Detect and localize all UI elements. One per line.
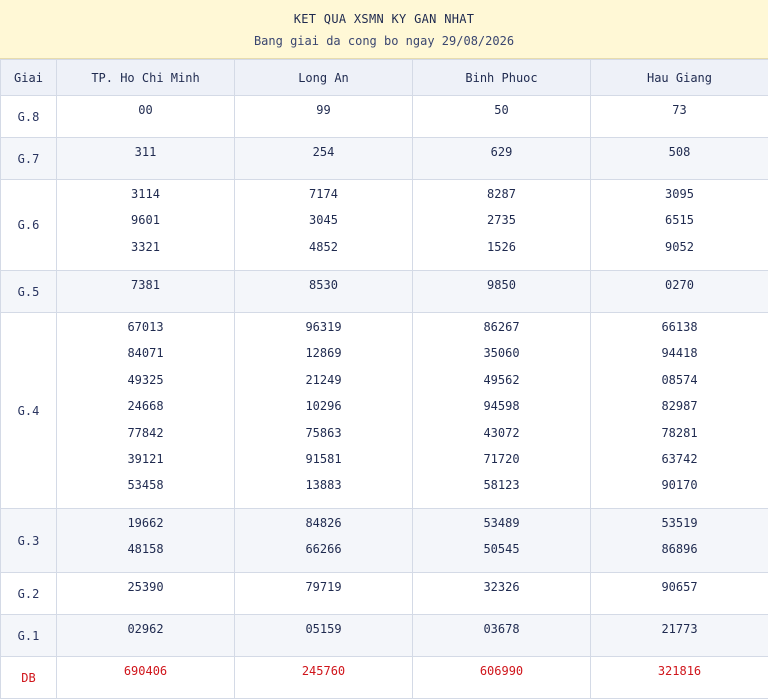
prize-number: 35060 [483, 347, 519, 373]
prize-number: 86267 [483, 321, 519, 347]
prize-cell [413, 657, 591, 699]
prize-cell [591, 96, 768, 138]
page-subtitle: Bang giai da cong bo ngay 29/08/2026 [0, 34, 768, 48]
prize-cell [591, 573, 768, 615]
prize-number: 84071 [127, 347, 163, 373]
prize-number: 6515 [665, 214, 694, 240]
prize-number: 1526 [487, 241, 516, 267]
prize-number: 3321 [131, 241, 160, 267]
prize-number: 25390 [127, 581, 163, 607]
prize-number: 311 [135, 146, 157, 172]
prize-number: 94418 [661, 347, 697, 373]
prize-number: 96319 [305, 321, 341, 347]
prize-number: 73 [672, 104, 686, 130]
prize-row [1, 271, 768, 313]
prize-number: 58123 [483, 479, 519, 505]
prize-label: G.7 [1, 138, 57, 180]
prize-cell [235, 313, 413, 509]
prize-row [1, 509, 768, 573]
prize-cell [235, 271, 413, 313]
prize-cell [235, 509, 413, 573]
prize-label: G.4 [1, 313, 57, 509]
prize-number: 71720 [483, 453, 519, 479]
prize-number: 91581 [305, 453, 341, 479]
prize-row [1, 180, 768, 271]
prize-number: 50 [494, 104, 508, 130]
results-header [0, 0, 768, 59]
prize-cell [57, 96, 235, 138]
prize-number: 9601 [131, 214, 160, 240]
prize-cell [235, 615, 413, 657]
prize-number: 49562 [483, 374, 519, 400]
prize-number: 254 [313, 146, 335, 172]
prize-cell [413, 180, 591, 271]
prize-row [1, 615, 768, 657]
prize-number: 3114 [131, 188, 160, 214]
prize-cell [57, 657, 235, 699]
prize-number: 4852 [309, 241, 338, 267]
prize-number: 03678 [483, 623, 519, 649]
column-header-province-1: TP. Ho Chi Minh [57, 60, 235, 96]
prize-label: G.5 [1, 271, 57, 313]
prize-number: 245760 [302, 665, 345, 691]
prize-number: 13883 [305, 479, 341, 505]
prize-number: 84826 [305, 517, 341, 543]
page-title: KET QUA XSMN KY GAN NHAT [0, 0, 768, 28]
prize-number: 82987 [661, 400, 697, 426]
prize-cell [591, 615, 768, 657]
prize-label: G.2 [1, 573, 57, 615]
prize-number: 2735 [487, 214, 516, 240]
prize-row [1, 313, 768, 509]
prize-number: 02962 [127, 623, 163, 649]
prize-cell [57, 509, 235, 573]
prize-cell [413, 313, 591, 509]
prize-number: 24668 [127, 400, 163, 426]
prize-cell [591, 509, 768, 573]
prize-cell [591, 180, 768, 271]
prize-number: 48158 [127, 543, 163, 569]
prize-number: 39121 [127, 453, 163, 479]
prize-number: 05159 [305, 623, 341, 649]
results-table [0, 59, 768, 699]
prize-cell [413, 615, 591, 657]
column-header-province-4: Hau Giang [591, 60, 768, 96]
prize-label: G.1 [1, 615, 57, 657]
prize-number: 8530 [309, 279, 338, 305]
prize-row [1, 573, 768, 615]
prize-number: 21773 [661, 623, 697, 649]
prize-number: 629 [491, 146, 513, 172]
prize-cell [413, 509, 591, 573]
prize-cell [591, 138, 768, 180]
prize-number: 9052 [665, 241, 694, 267]
prize-cell [591, 657, 768, 699]
prize-number: 7381 [131, 279, 160, 305]
prize-number: 21249 [305, 374, 341, 400]
prize-cell [591, 271, 768, 313]
prize-number: 0270 [665, 279, 694, 305]
prize-cell [57, 180, 235, 271]
prize-number: 32326 [483, 581, 519, 607]
prize-number: 8287 [487, 188, 516, 214]
prize-cell [57, 271, 235, 313]
prize-row [1, 96, 768, 138]
prize-cell [235, 138, 413, 180]
prize-number: 78281 [661, 427, 697, 453]
prize-number: 49325 [127, 374, 163, 400]
column-header-province-3: Binh Phuoc [413, 60, 591, 96]
prize-cell [413, 573, 591, 615]
prize-label: G.3 [1, 509, 57, 573]
prize-number: 66266 [305, 543, 341, 569]
prize-number: 79719 [305, 581, 341, 607]
prize-number: 53458 [127, 479, 163, 505]
prize-number: 90170 [661, 479, 697, 505]
column-header-province-2: Long An [235, 60, 413, 96]
prize-label: G.6 [1, 180, 57, 271]
prize-row [1, 138, 768, 180]
prize-cell [235, 573, 413, 615]
prize-number: 3095 [665, 188, 694, 214]
prize-number: 7174 [309, 188, 338, 214]
prize-number: 94598 [483, 400, 519, 426]
prize-number: 66138 [661, 321, 697, 347]
prize-number: 19662 [127, 517, 163, 543]
prize-number: 08574 [661, 374, 697, 400]
prize-number: 67013 [127, 321, 163, 347]
prize-number: 321816 [658, 665, 701, 691]
prize-number: 00 [138, 104, 152, 130]
prize-label: G.8 [1, 96, 57, 138]
prize-number: 43072 [483, 427, 519, 453]
prize-number: 690406 [124, 665, 167, 691]
column-header-giai: Giai [1, 60, 57, 96]
prize-number: 86896 [661, 543, 697, 569]
prize-cell [235, 657, 413, 699]
prize-cell [57, 138, 235, 180]
prize-cell [235, 96, 413, 138]
table-header-row [1, 60, 768, 96]
prize-label: DB [1, 657, 57, 699]
prize-row [1, 657, 768, 699]
prize-cell [591, 313, 768, 509]
prize-number: 99 [316, 104, 330, 130]
prize-number: 9850 [487, 279, 516, 305]
prize-cell [413, 138, 591, 180]
prize-cell [235, 180, 413, 271]
prize-cell [57, 573, 235, 615]
prize-number: 75863 [305, 427, 341, 453]
prize-cell [57, 313, 235, 509]
prize-cell [413, 271, 591, 313]
prize-cell [57, 615, 235, 657]
prize-number: 606990 [480, 665, 523, 691]
prize-number: 77842 [127, 427, 163, 453]
prize-number: 63742 [661, 453, 697, 479]
prize-number: 3045 [309, 214, 338, 240]
prize-number: 508 [669, 146, 691, 172]
prize-number: 53519 [661, 517, 697, 543]
prize-cell [413, 96, 591, 138]
prize-number: 50545 [483, 543, 519, 569]
prize-number: 10296 [305, 400, 341, 426]
prize-number: 12869 [305, 347, 341, 373]
prize-number: 90657 [661, 581, 697, 607]
prize-number: 53489 [483, 517, 519, 543]
